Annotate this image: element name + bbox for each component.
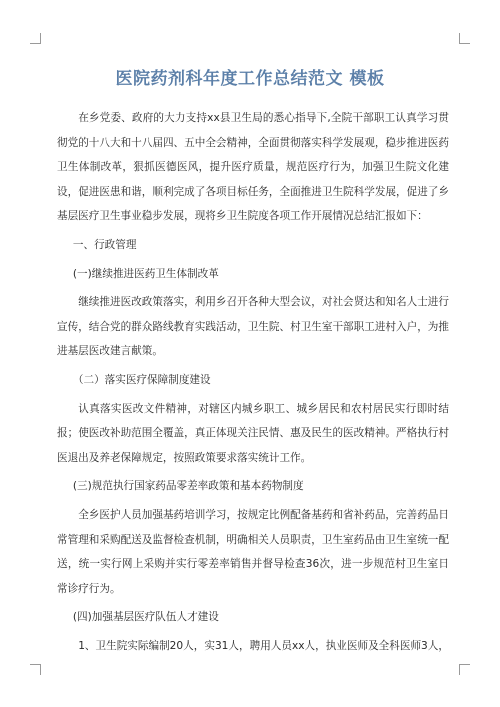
document-body [57, 106, 449, 658]
body-paragraph: 认真落实医改文件精神，对辖区内城乡职工、城乡居民和农村居民实行即时结报；使医改补助范围全覆盖，真正体现关注民情、惠及民生的医改精神。严格执行村医退出及养老保障规定，按照政策要求落实统计工作。 [57, 402, 449, 464]
subsection-heading: (四)加强基层医疗队伍人才建设 [72, 611, 219, 624]
corner-mark-bottom-right [459, 664, 470, 675]
corner-mark-top-right [459, 33, 470, 44]
section-heading: 一、行政管理 [72, 238, 137, 251]
intro-paragraph: 在乡党委、政府的大力支持xx县卫生局的悉心指导下,全院干部职工认真学习贯彻党的十八大和十八届四、五中全会精神，全面贯彻落实科学发展观，稳步推进医药卫生体制改革，狠抓医德医风，提升医疗质量，规范医疗行为，加强卫生院文化建设，促进医患和谐，顺利完成了各项目标任务，全面推进卫生院科学发展，促进了乡基层医疗卫生事业稳步发展，现将乡卫生院度各项工作开展情况总结汇报如下： [57, 112, 449, 223]
subsection-heading: （二）落实医疗保障制度建设 [72, 373, 211, 386]
corner-mark-bottom-left [30, 664, 41, 675]
subsection-heading: (三)规范执行国家药品零差率政策和基本药物制度 [72, 480, 304, 493]
body-paragraph: 继续推进医改政策落实，利用乡召开各种大型会议，对社会贤达和知名人士进行宣传，结合党的群众路线教育实践活动，卫生院、村卫生室干部职工进村入户，为推进基层医改建言献策。 [57, 296, 449, 358]
corner-mark-top-left [30, 33, 41, 44]
body-paragraph: 1、卫生院实际编制20人，实31人，聘用人员xx人，执业医师及全科医师3人， [78, 639, 449, 652]
body-paragraph: 全乡医护人员加强基药培训学习，按规定比例配备基药和省补药品，完善药品日常管理和采购配送及监督检查机制，明确相关人员职责，卫生室药品由卫生室统一配送，统一实行网上采购并实行零差率销售并督导检查36次，进一步规范村卫生室日常诊疗行为。 [57, 508, 449, 595]
document-title: 医院药剂科年度工作总结范文 模板 [115, 69, 385, 89]
subsection-heading: (一)继续推进医药卫生体制改革 [72, 267, 219, 280]
